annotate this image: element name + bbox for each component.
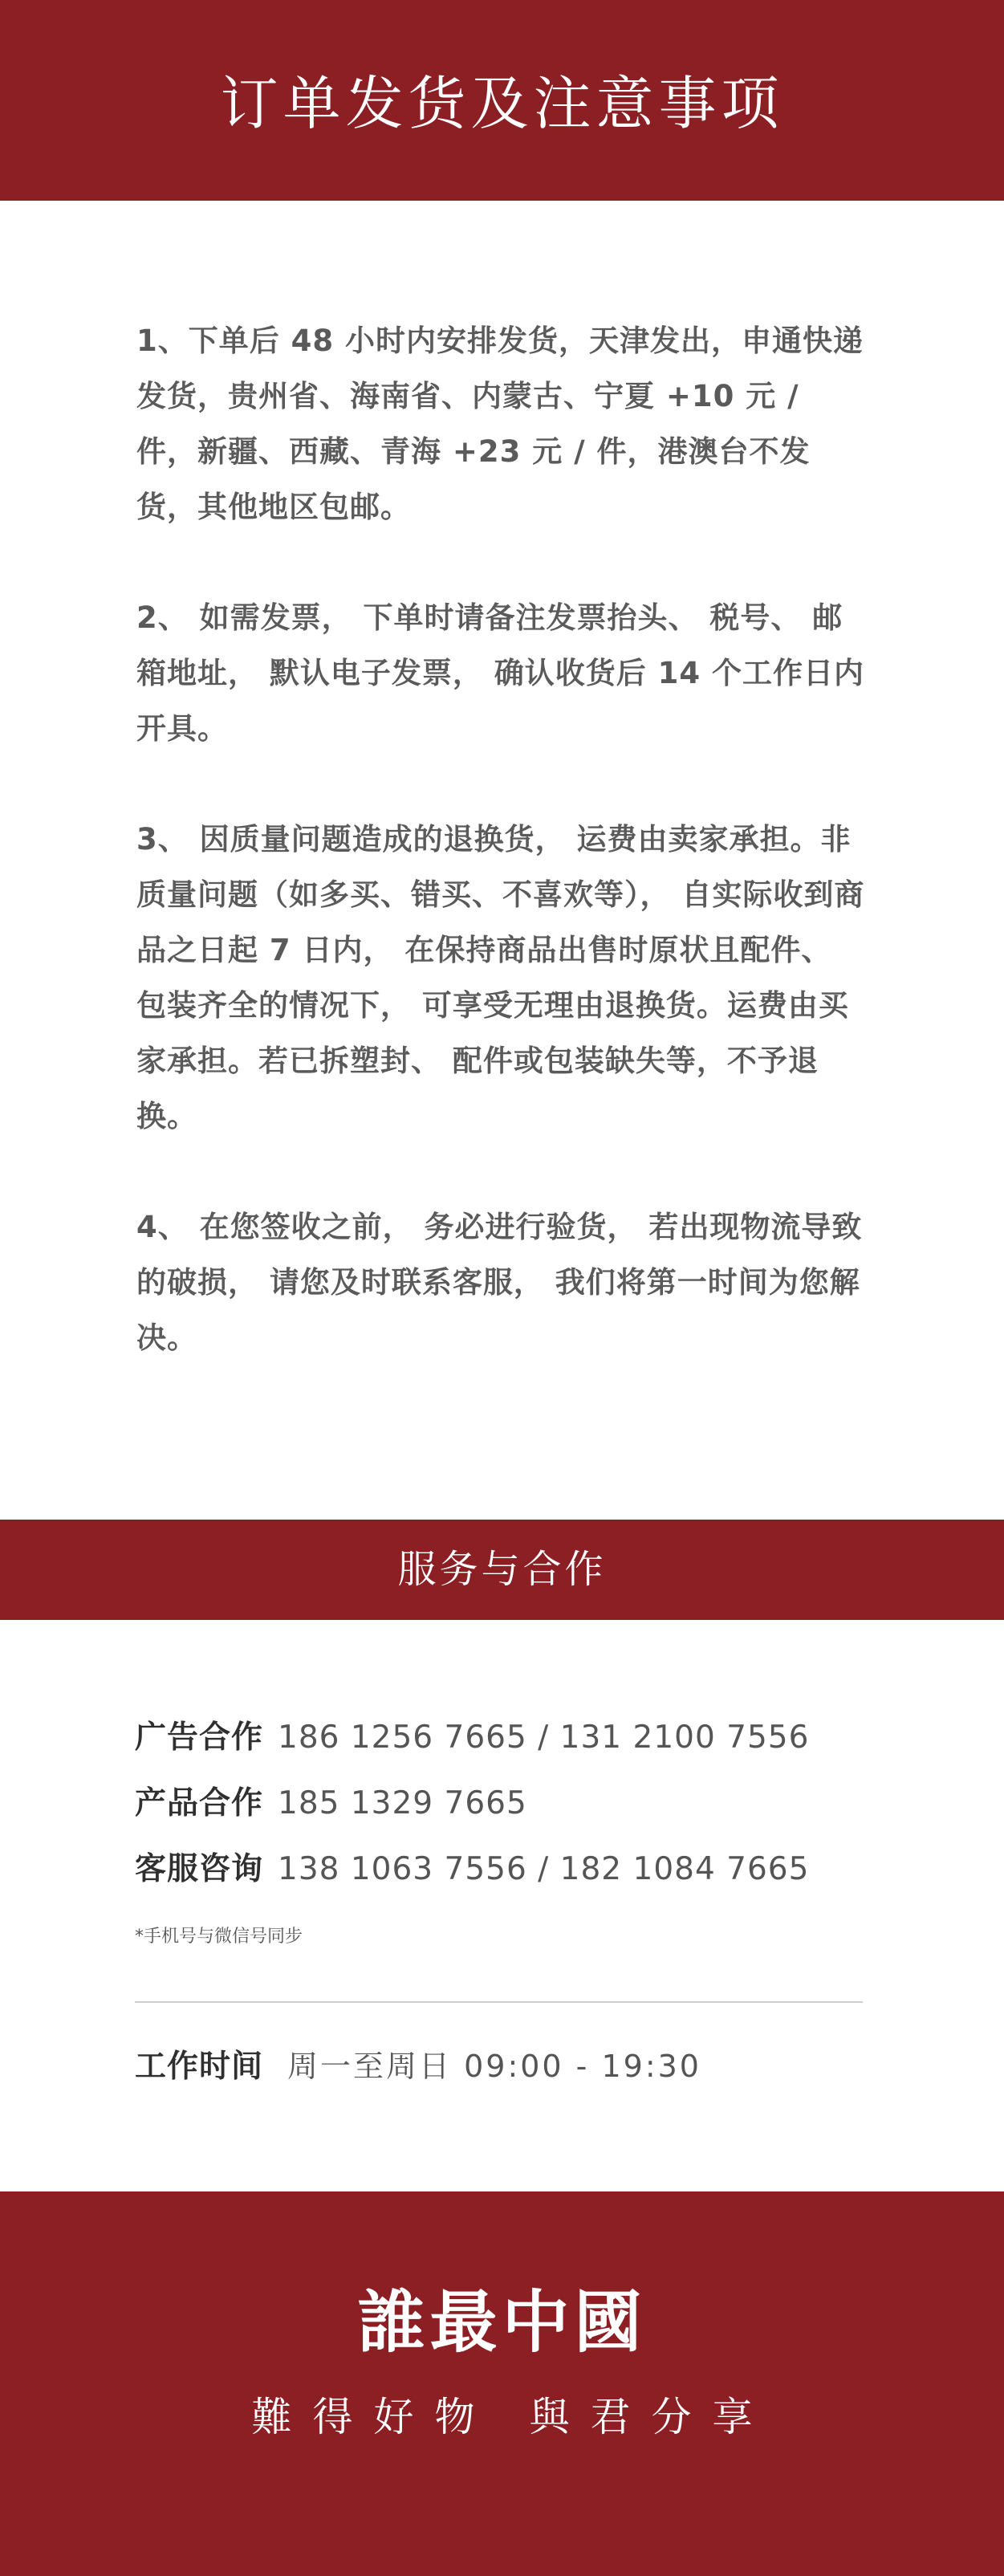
hours-value: 周一至周日 09:00 - 19:30 bbox=[287, 2049, 701, 2084]
note-item: 1、下单后 48 小时内安排发货，天津发出，申通快递发货，贵州省、海南省、内蒙古、宁夏 +10 元 / 件，新疆、西藏、青海 +23 元 / 件，港澳台不发货，其他地区包邮。 bbox=[136, 324, 864, 524]
brand-logo-text: 誰最中國 bbox=[357, 2282, 647, 2362]
phone-number[interactable]: 186 1256 7665 / 131 2100 7556 bbox=[278, 1719, 810, 1756]
hours-label: 工作时间 bbox=[135, 2049, 264, 2085]
phone-number[interactable]: 185 1329 7665 bbox=[278, 1785, 527, 1821]
footnote: *手机号与微信号同步 bbox=[135, 1927, 303, 1947]
contact-row-product bbox=[135, 1778, 527, 1826]
contact-row-service bbox=[135, 1844, 809, 1892]
shipping-notes bbox=[136, 313, 867, 1421]
service-title: 服务与合作 bbox=[397, 1547, 607, 1592]
brand-slogan: 難得好物 與君分享 bbox=[251, 2394, 774, 2440]
note-item: 2、 如需发票， 下单时请备注发票抬头、 税号、 邮箱地址， 默认电子发票， 确认收货后 14 个工作日内开具。 bbox=[136, 600, 865, 746]
contact-label: 客服咨询 bbox=[135, 1851, 264, 1887]
brand-footer bbox=[0, 2191, 1004, 2576]
phone-number[interactable]: 138 1063 7556 / 182 1084 7665 bbox=[278, 1851, 810, 1887]
contact-label: 广告合作 bbox=[135, 1719, 264, 1756]
divider bbox=[135, 2001, 863, 2003]
page-title: 订单发货及注意事项 bbox=[220, 70, 784, 137]
service-banner bbox=[0, 1520, 1004, 1620]
header-banner bbox=[0, 0, 1004, 201]
note-item: 3、 因质量问题造成的退换货， 运费由卖家承担。非质量问题（如多买、错买、不喜欢等）， 自实际收到商品之日起 7 日内， 在保持商品出售时原状且配件、 包装齐全的情况下， 可享受无理由退换货。运费由买家承担。若已拆塑封、 配件或包装缺失等，不予退换。 bbox=[136, 822, 865, 1133]
note-item: 4、 在您签收之前， 务必进行验货， 若出现物流导致的破损， 请您及时联系客服， 我们将第一时间为您解决。 bbox=[136, 1210, 863, 1355]
contact-label: 产品合作 bbox=[135, 1785, 264, 1821]
working-hours bbox=[135, 2041, 701, 2086]
contact-row-ads bbox=[135, 1712, 809, 1760]
